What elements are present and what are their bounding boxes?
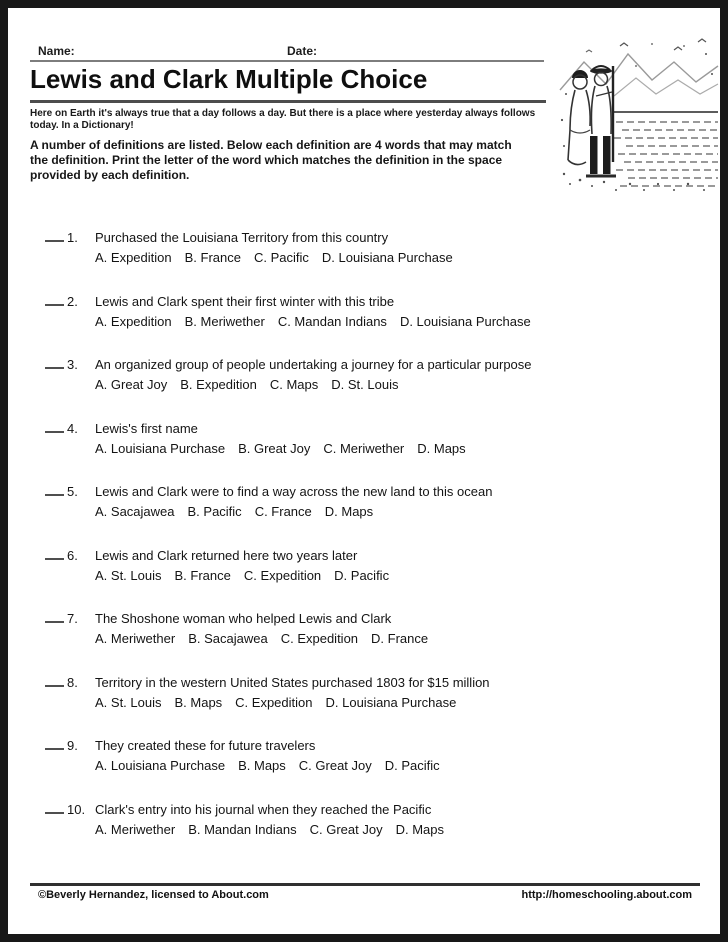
answer-option: C. Expedition (280, 631, 359, 646)
answer-option: D. Pacific (384, 758, 440, 773)
answer-option: B. France (184, 250, 241, 265)
question-text: Lewis and Clark returned here two years later (95, 547, 358, 563)
answer-option: D. Louisiana Purchase (325, 694, 457, 710)
question-number: 9. (67, 738, 78, 753)
answer-option: C. Meriwether (323, 440, 405, 456)
question-text: Lewis and Clark spent their first winter with this tribe (95, 293, 395, 309)
answer-option: C. Pacific (253, 250, 309, 265)
question-row (30, 227, 670, 268)
question-number: 2. (67, 293, 78, 309)
answer-option: A. Louisiana Purchase (95, 440, 226, 456)
title-rule (30, 100, 546, 103)
question-row (30, 735, 670, 776)
answer-option: A. Louisiana Purchase (95, 758, 226, 773)
question-options (30, 375, 670, 395)
answer-option: B. Maps (174, 694, 223, 710)
answer-option: D. Pacific (334, 567, 390, 583)
answer-option: C. Mandan Indians (277, 313, 387, 329)
answer-blank (45, 227, 64, 242)
question-number: 8. (67, 674, 78, 690)
question-number: 7. (67, 611, 78, 626)
page-title: Lewis and Clark Multiple Choice (30, 64, 428, 94)
riddle-line-1: Here on Earth it's always true that a day follows a day. But there is a place where yesterday always follows (30, 108, 536, 119)
footer-credit: ©Beverly Hernandez, licensed to About.com (38, 889, 269, 901)
answer-option: B. Great Joy (238, 440, 311, 456)
instructions-line-1: A number of definitions are listed. Below each definition are 4 words that may match (30, 138, 512, 152)
answer-option: A. Sacajawea (95, 504, 175, 519)
question-text: Lewis and Clark were to find a way across the new land to this ocean (95, 484, 493, 499)
question-options (30, 629, 670, 649)
answer-option: B. Maps (238, 758, 286, 773)
question-options (30, 439, 670, 459)
question-text: Clark's entry into his journal when they reached the Pacific (95, 801, 432, 817)
answer-option: D. Maps (417, 440, 466, 456)
instructions-line-3: provided by each definition. (30, 168, 190, 182)
question-text: The Shoshone woman who helped Lewis and Clark (95, 611, 392, 626)
question-number: 1. (67, 230, 78, 245)
question-row (30, 545, 670, 586)
question-options (30, 756, 670, 776)
answer-blank (45, 291, 64, 306)
question-options (30, 312, 670, 332)
instructions-line-2: the definition. Print the letter of the word which matches the definition in the space (30, 153, 503, 167)
question-options (30, 820, 670, 840)
answer-option: D. Louisiana Purchase (321, 250, 453, 265)
answer-option: B. Sacajawea (188, 631, 268, 646)
footer-url: http://homeschooling.about.com (521, 889, 692, 901)
lewis-and-clark-illustration (556, 34, 722, 198)
question-options (30, 502, 670, 522)
question-row (30, 608, 670, 649)
answer-blank (45, 799, 64, 814)
answer-option: A. St. Louis (95, 567, 162, 583)
question-options (30, 248, 670, 268)
answer-option: C. Great Joy (309, 821, 383, 837)
answer-option: C. Great Joy (298, 758, 372, 773)
question-number: 3. (67, 357, 78, 372)
question-text: An organized group of people undertaking a journey for a particular purpose (95, 357, 532, 372)
answer-option: D. Louisiana Purchase (399, 313, 531, 329)
answer-option: B. Meriwether (184, 313, 265, 329)
question-row (30, 418, 670, 459)
question-text: Lewis's first name (95, 420, 198, 436)
instructions-text (30, 138, 535, 183)
question-row (30, 481, 670, 522)
question-text: They created these for future travelers (95, 738, 316, 753)
answer-option: D. France (371, 631, 429, 646)
question-row (30, 291, 670, 332)
answer-option: A. Meriwether (95, 821, 176, 837)
answer-option: C. Expedition (235, 694, 313, 710)
question-number: 6. (67, 547, 78, 563)
question-number: 4. (67, 420, 78, 436)
answer-blank (45, 481, 64, 496)
question-options (30, 693, 670, 713)
riddle-line-2: today. In a Dictionary! (30, 119, 134, 131)
question-number: 10. (67, 801, 86, 817)
answer-blank (45, 608, 64, 623)
question-list (30, 227, 670, 862)
question-number: 5. (67, 484, 78, 499)
riddle-text (30, 108, 550, 131)
answer-option: C. France (254, 504, 312, 519)
answer-option: D. Maps (395, 821, 444, 837)
answer-blank (45, 735, 64, 750)
name-date-line (30, 42, 544, 62)
answer-option: A. Great Joy (95, 377, 168, 392)
answer-option: B. Mandan Indians (188, 821, 297, 837)
answer-blank (45, 672, 64, 687)
date-label: Date: (287, 44, 318, 58)
answer-option: B. Pacific (187, 504, 242, 519)
answer-blank (45, 545, 64, 560)
question-text: Purchased the Louisiana Territory from this country (95, 230, 389, 245)
answer-option: A. Expedition (95, 250, 172, 265)
answer-option: A. Expedition (95, 313, 172, 329)
footer-rule (30, 883, 700, 886)
question-options (30, 566, 670, 586)
answer-option: B. France (174, 567, 231, 583)
question-row (30, 672, 670, 713)
answer-option: D. St. Louis (331, 377, 399, 392)
answer-blank (45, 354, 64, 369)
answer-blank (45, 418, 64, 433)
name-label: Name: (38, 44, 75, 58)
question-row (30, 354, 670, 395)
answer-option: D. Maps (324, 504, 374, 519)
question-text: Territory in the western United States purchased 1803 for $15 million (95, 674, 490, 690)
answer-option: C. Expedition (243, 567, 322, 583)
answer-option: C. Maps (269, 377, 319, 392)
answer-option: A. Meriwether (95, 631, 176, 646)
question-row (30, 799, 670, 840)
answer-option: B. Expedition (180, 377, 257, 392)
answer-option: A. St. Louis (95, 694, 162, 710)
